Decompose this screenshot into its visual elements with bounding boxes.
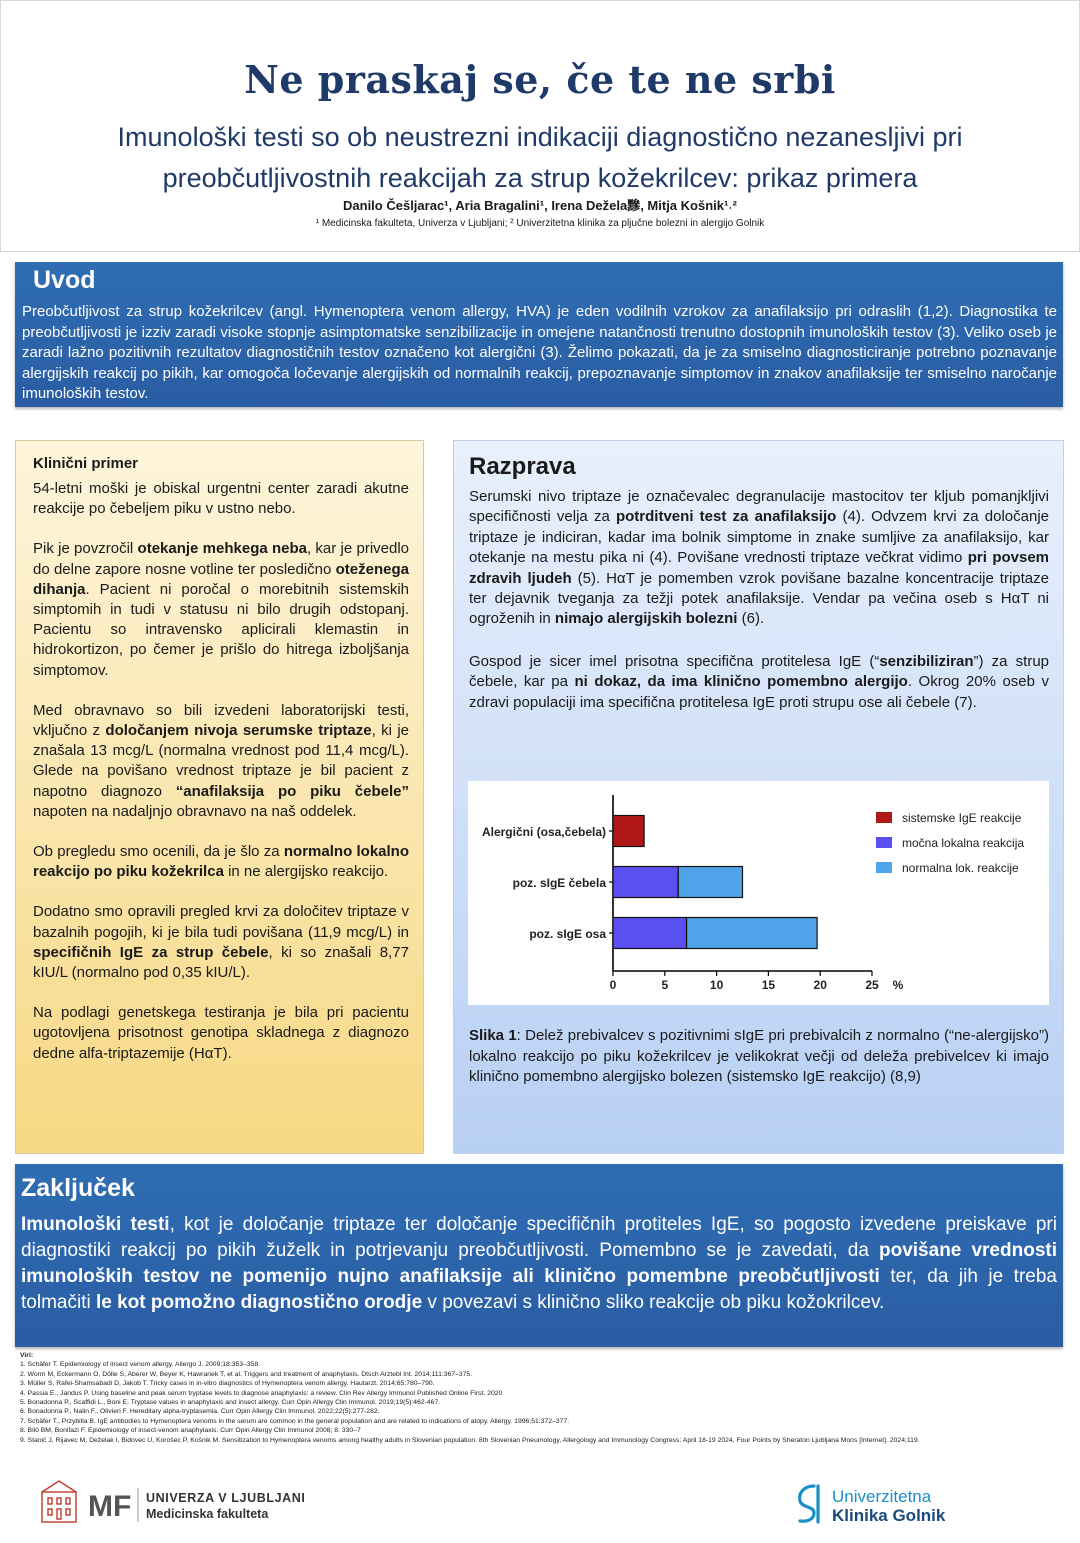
x-tick-label: 25 [865, 978, 879, 992]
legend-swatch [876, 862, 892, 873]
reference-item: 8. Bilò BM, Bonifazi F. Epidemiology of insect-venom anaphylaxis. Curr Opin Allergy Clin Immunol 2008; 8: 330–7 [20, 1427, 361, 1435]
reference-item: 3. Müller S, Rafei-Shamsabadi D, Jakob T. Tricky cases in in-vitro diagnostics of Hymenoptera venom allergy. Hautarzt. 2014;65:780–790. [20, 1380, 435, 1388]
case-section [15, 440, 424, 1154]
figure-1-caption: Slika 1: Delež prebivalcev s pozitivnimi sIgE pri prebivalcih z normalno (“ne-alergijsko”) lokalno reakcijo po piku kožekrilcev je velikokrat večji od deleža prebivelcev ki imajo klinično pomembno alergijsko bolezen (sistemsko IgE reakcijo) (8,9) [469, 1027, 1049, 1085]
x-tick-label: 20 [813, 978, 827, 992]
mf-letters: MF [88, 1490, 132, 1523]
x-tick-label: 5 [661, 978, 669, 992]
authors: Danilo Češljarac¹, Aria Bragalini¹, Irena Dežela黲, Mitja Košnik¹˒² [343, 198, 737, 213]
poster-subtitle: Imunološki testi so ob neustrezni indikaciji diagnostično nezanesljivi pri preobčutljivostnih reakcijah za strup kožekrilcev: prikaz primera [117, 122, 963, 193]
golnik-mark-icon [800, 1486, 818, 1522]
legend-label: sistemske IgE reakcije [902, 811, 1022, 825]
discussion-section [453, 440, 1064, 1154]
conclusion-heading: Zaključek [21, 1174, 135, 1202]
bar-segment [687, 918, 818, 949]
reference-item: 6. Bonadonna P., Nalin F., Olivieri F. Hereditary alpha-tryptasemia. Curr Opin Allergy Clin Immunol. 2022;22(5):277-282. [20, 1408, 380, 1416]
golnik-line-1: Univerzitetna [832, 1487, 932, 1506]
category-label: poz. sIgE osa [529, 927, 606, 941]
conclusion-text: Imunološki testi, kot je določanje triptaze ter določanje specifičnih protiteles IgE, so pogosto izvedene preiskave pri diagnostiki reakcij po pikih žuželk in potrjevanju preobčutljivosti. Pomembno se je zavedati, da povišane vrednosti imunoloških testov ne pomenijo nujno anafilaksije ali klinično pomembne preobčutljivosti ter, da jih je treba tolmačiti le kot pomožno diagnostično orodje v povezavi s klinično sliko reakcije ob piku kožokrilcev. [21, 1214, 1057, 1313]
case-paragraph-6: Na podlagi genetskega testiranja je bila pri pacientu ugotovljena prisotnost genotipa skladnega z diagnozo dedne alfa-triptazemije (HαT). [33, 1004, 409, 1062]
legend-label: normalna lok. reakcije [902, 861, 1019, 875]
figure-1-chart [468, 781, 1049, 1005]
bar-segment [678, 867, 742, 898]
reference-item: 5. Bonadonna P., Scaffidi L., Boni E. Tryptase values in anaphylaxis and insect allergy. Curr Opin Allergy Clin Immunol. 2019;19(5):462-467. [20, 1399, 441, 1407]
references [20, 1351, 1060, 1445]
x-tick-label: 0 [609, 978, 617, 992]
x-tick-label: 10 [709, 978, 724, 992]
reference-item: 9. Stanič J, Rijavec M, Deželak I, Bidovec U, Korošec P, Košnik M. Sensitization to Hymenoptera venoms among healthy adults in Slovenian population. 8th Slovenian Pneumology, Allergology and Immunology Congress: April 18-19 2024, Four Points by Sheraton Ljubljana Mons [Internet]. 2024;119. [20, 1436, 920, 1444]
case-body [33, 479, 409, 1084]
discussion-paragraph-2: Gospod je sicer imel prisotna specifična protitelesa IgE (“senzibiliziran”) za strup čebele, kar pa ni dokaz, da ima klinično pomembno alergijo. Okrog 20% oseb v zdravi populaciji ima specifična protitelesa IgE proti strupu ose ali čebele (7). [469, 652, 1050, 711]
intro-section [15, 262, 1063, 407]
case-heading: Klinični primer [33, 455, 139, 472]
bar-segment [613, 816, 644, 847]
conclusion-section [15, 1164, 1063, 1347]
x-tick-label: 15 [761, 978, 776, 992]
case-paragraph-4: Ob pregledu smo ocenili, da je šlo za normalno lokalno reakcijo po piku kožekrilca in ne alergijsko reakcijo. [33, 843, 409, 881]
golnik-line-2: Klinika Golnik [832, 1506, 946, 1525]
building-icon [42, 1481, 76, 1522]
intro-text: Preobčutljivost za strup kožekrilcev (angl. Hymenoptera venom allergy, HVA) je eden vodilnih vzrokov za anafilaksijo pri odraslih (1,2). Diagnostika te preobčutljivosti je izziv zaradi visoke stopnje asimptomatske senzibilizacije in omejene natančnosti trenutno dostopnih imunoloških testov (3). Veliko oseb je zaradi lažno pozitivnih rezultatov diagnostičnih testov označeno kot alergični (3). Želimo pokazati, da je za smiselno diagnosticiranje potrebno poznavanje alergijskih reakcij po pikih, kar omogoča ločevanje alergijskih od normalnih reakcij, prepoznavanje simptomov in znakov anafilaksije ter smiselno naročanje imunoloških testov. [22, 303, 1057, 402]
discussion-body [469, 487, 1049, 735]
reference-item: 7. Schäfer T., Przybilla B. IgE antibodies to Hymenoptera venoms in the serum are common in the general population and are related to indications of atopy. Allergy. 1996;51:372–377. [20, 1417, 569, 1425]
case-paragraph-1: 54-letni moški je obiskal urgentni center zaradi akutne reakcije po čebeljem piku v ustno nebo. [33, 480, 409, 518]
mf-university-name: UNIVERZA V LJUBLJANI [146, 1491, 306, 1505]
case-paragraph-2: Pik je povzročil otekanje mehkega neba, kar je privedlo do delne zapore nosne votline ter posledično oteženega dihanja. Pacient ni poročal o morebitnih sistemskih simptomih in tudi v statusu ni bilo drugih odstopanj. Pacientu so intravensko aplicirali klemastin in hidrokortizon, po čemer je prišlo do hitrega izboljšanja simptomov. [33, 540, 410, 679]
mf-logo [40, 1478, 320, 1528]
x-unit-label: % [892, 978, 904, 992]
golnik-logo [792, 1482, 992, 1526]
poster-header [0, 0, 1080, 252]
affiliations: ¹ Medicinska fakulteta, Univerza v Ljubljani; ² Univerzitetna klinika za pljučne bolezni in alergijo Golnik [315, 218, 765, 229]
references-list [20, 1360, 1060, 1445]
case-paragraph-5: Dodatno smo opravili pregled krvi za določitev triptaze v bazalnih pogojih, ki je bila tudi povišana (11,9 mcg/L) in specifičnih IgE za strup čebele, ki so znašali 8,77 kIU/L (normalno pod 0,35 kIU/L). [33, 903, 409, 982]
intro-heading: Uvod [33, 266, 96, 294]
reference-item: 2. Worm M, Eckermann O, Dölle S, Aberer W, Beyer K, Hawranek T, et al. Triggers and treatment of anaphylaxis. Dtsch Arztebl Int. 2014;111:367–375. [20, 1370, 473, 1378]
poster-title: Ne praskaj se, če te ne srbi [244, 57, 836, 102]
legend-swatch [876, 812, 892, 823]
bar-segment [613, 918, 687, 949]
legend-label: močna lokalna reakcija [902, 836, 1025, 850]
references-heading: Viri: [20, 1352, 34, 1359]
category-label: poz. sIgE čebela [512, 876, 606, 890]
reference-item: 1. Schäfer T. Epidemiology of insect venom allergy. Allergo J. 2009;18:353–358. [20, 1361, 261, 1369]
bar-chart [468, 781, 1049, 1005]
legend-swatch [876, 837, 892, 848]
bar-segment [613, 867, 678, 898]
mf-faculty-name: Medicinska fakulteta [146, 1507, 269, 1521]
discussion-paragraph-1: Serumski nivo triptaze je označevalec degranulacije mastocitov ter kljub pomanjkljivi specifičnosti velja za potrditveni test za anafilaksijo (4). Odvzem krvi za določanje triptaze je indiciran, kadar ima bolnik simptome in znake sumljive za anafilaksijo, kar otekanje na mestu pika ni (4). Povišane vrednosti triptaze večkrat vidimo pri povsem zdravih ljudeh (5). HαT je pomemben vzrok povišane bazalne koncentracije triptaze ter dejavnik tveganja za težji potek anafilaksije. Vendar pa večina oseb s HαT ni ogroženih in nimajo alergijskih bolezni (6). [469, 488, 1050, 628]
case-paragraph-3: Med obravnavo so bili izvedeni laboratorijski testi, vključno z določanjem nivoja serumske triptaze, ki je znašala 13 mcg/L (normalna vrednost pod 11,4 mcg/L). Glede na povišano vrednost triptaze je bil pacient z napotno diagnozo “anafilaksija po piku čebele” napoten na nadaljnjo obravnavo na naš oddelek. [33, 701, 409, 820]
reference-item: 4. Passia E., Jandus P. Using baseline and peak serum tryptase levels to diagnose anaphylaxis: a review. Clin Rev Allergy Immunol Published Online First. 2020 [20, 1389, 503, 1397]
category-label: Alergični (osa,čebela) [481, 825, 606, 839]
discussion-heading: Razprava [469, 453, 576, 480]
